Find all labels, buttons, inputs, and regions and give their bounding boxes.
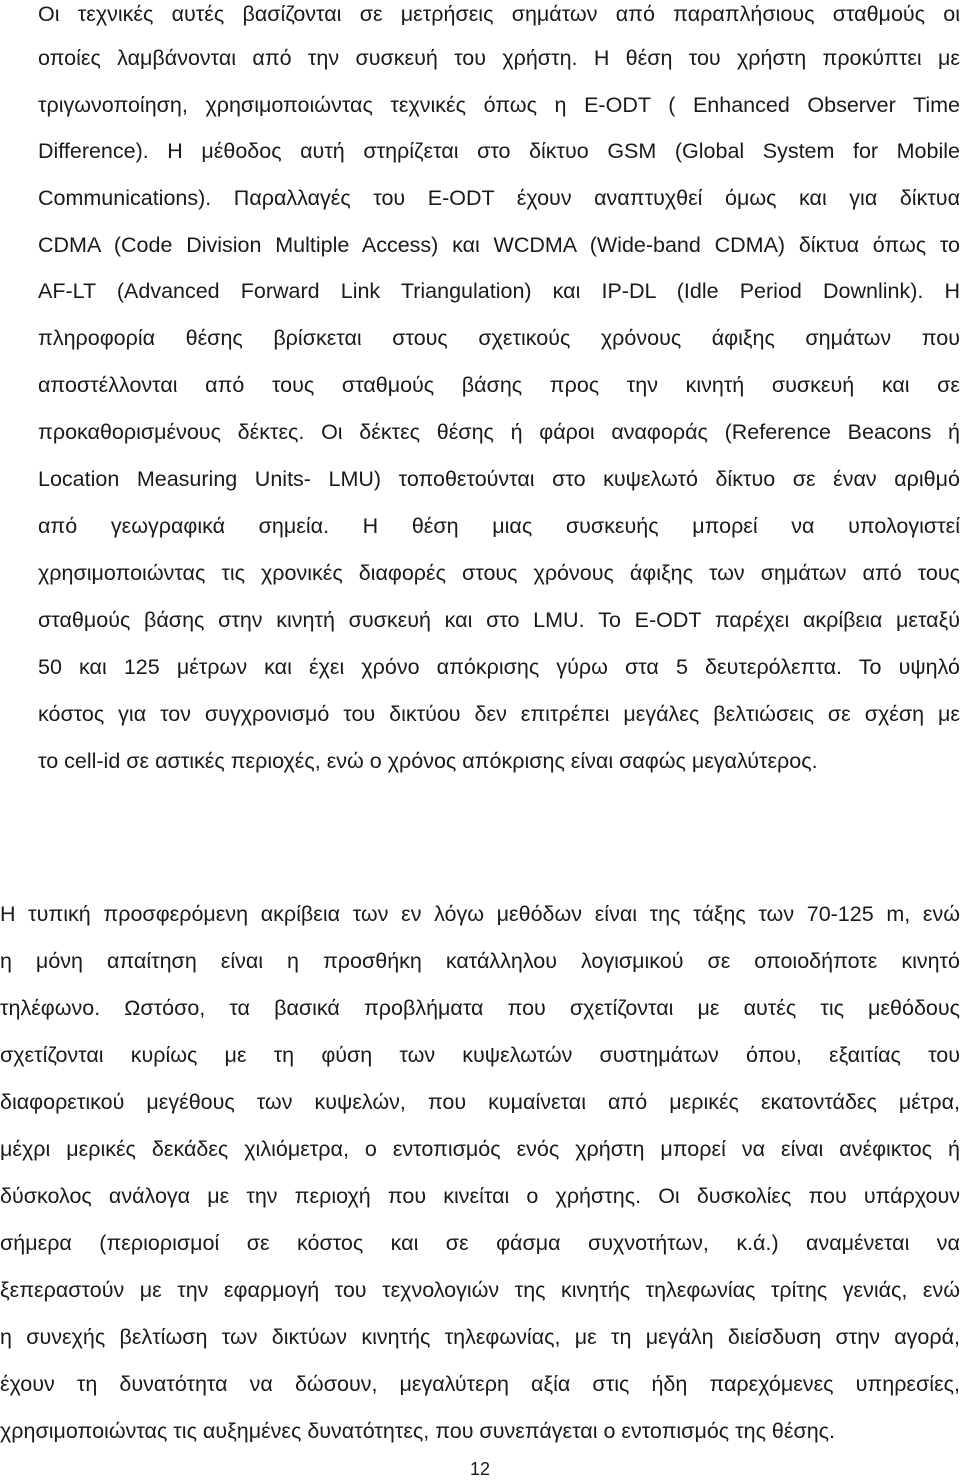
paragraph-line: κόστος για τον συγχρονισμό του δικτύου δεν επιτρέπει μεγάλες βελτιώσεις σε σχέση με (38, 702, 960, 726)
paragraph-line: χρησιμοποιώντας τις αυξημένες δυνατότητες, που συνεπάγεται ο εντοπισμός της θέσης. (0, 1419, 836, 1443)
paragraph-line: η συνεχής βελτίωση των δικτύων κινητής τηλεφωνίας, με τη μεγάλη διείσδυση στην αγορά, (0, 1325, 960, 1349)
paragraph-line: σταθμούς βάσης στην κινητή συσκευή και στο LMU. Το E-ODT παρέχει ακρίβεια μεταξύ (38, 608, 960, 632)
paragraph-line: Location Measuring Units- LMU) τοποθετούνται στο κυψελωτό δίκτυο σε έναν αριθμό (38, 467, 960, 491)
paragraph-line: πληροφορία θέσης βρίσκεται στους σχετικούς χρόνους άφιξης σημάτων που (38, 326, 960, 350)
paragraph-line: Οι τεχνικές αυτές βασίζονται σε μετρήσεις σημάτων από παραπλήσιους σταθμούς οι (38, 2, 960, 26)
paragraph-line: χρησιμοποιώντας τις χρονικές διαφορές στους χρόνους άφιξης των σημάτων από τους (38, 561, 960, 585)
paragraph-line: προκαθορισμένους δέκτες. Οι δέκτες θέσης ή φάροι αναφοράς (Reference Beacons ή (38, 420, 960, 444)
page-number: 12 (469, 1459, 491, 1479)
paragraph-line: τριγωνοποίηση, χρησιμοποιώντας τεχνικές όπως η E-ODT ( Enhanced Observer Time (38, 93, 960, 117)
paragraph-line: οποίες λαμβάνονται από την συσκευή του χρήστη. Η θέση του χρήστη προκύπτει με (38, 46, 960, 70)
paragraph-line: 50 και 125 μέτρων και έχει χρόνο απόκρισης γύρω στα 5 δευτερόλεπτα. Το υψηλό (38, 655, 960, 679)
paragraph-line: μέχρι μερικές δεκάδες χιλιόμετρα, ο εντοπισμός ενός χρήστη μπορεί να είναι ανέφικτος ή (0, 1137, 960, 1161)
paragraph-line: σχετίζονται κυρίως με τη φύση των κυψελωτών συστημάτων όπου, εξαιτίας του (0, 1043, 960, 1067)
paragraph-line: το cell-id σε αστικές περιοχές, ενώ ο χρόνος απόκρισης είναι σαφώς μεγαλύτερος. (38, 749, 818, 773)
paragraph-line: η μόνη απαίτηση είναι η προσθήκη κατάλληλου λογισμικού σε οποιοδήποτε κινητό (0, 949, 960, 973)
paragraph-line: τηλέφωνο. Ωστόσο, τα βασικά προβλήματα που σχετίζονται με αυτές τις μεθόδους (0, 996, 960, 1020)
paragraph-line: ξεπεραστούν με την εφαρμογή του τεχνολογιών της κινητής τηλεφωνίας τρίτης γενιάς, ενώ (0, 1278, 960, 1302)
paragraph-line: διαφορετικού μεγέθους των κυψελών, που κυμαίνεται από μερικές εκατοντάδες μέτρα, (0, 1090, 960, 1114)
paragraph-line: Difference). Η μέθοδος αυτή στηρίζεται στο δίκτυο GSM (Global System for Mobile (38, 139, 960, 163)
paragraph-line: Communications). Παραλλαγές του E-ODT έχουν αναπτυχθεί όμως και για δίκτυα (38, 186, 960, 210)
paragraph-line: αποστέλλονται από τους σταθμούς βάσης προς την κινητή συσκευή και σε (38, 373, 960, 397)
paragraph-line: Η τυπική προσφερόμενη ακρίβεια των εν λόγω μεθόδων είναι της τάξης των 70-125 m, ενώ (0, 902, 960, 926)
paragraph-line: CDMA (Code Division Multiple Access) και WCDMA (Wide-band CDMA) δίκτυα όπως το (38, 233, 960, 257)
paragraph-line: AF-LT (Advanced Forward Link Triangulation) και IP-DL (Idle Period Downlink). Η (38, 279, 960, 303)
paragraph-line: δύσκολος ανάλογα με την περιοχή που κινείται ο χρήστης. Οι δυσκολίες που υπάρχουν (0, 1184, 960, 1208)
paragraph-line: σήμερα (περιορισμοί σε κόστος και σε φάσμα συχνοτήτων, κ.ά.) αναμένεται να (0, 1231, 960, 1255)
paragraph-line: έχουν τη δυνατότητα να δώσουν, μεγαλύτερη αξία στις ήδη παρεχόμενες υπηρεσίες, (0, 1372, 960, 1396)
paragraph-line: από γεωγραφικά σημεία. Η θέση μιας συσκευής μπορεί να υπολογιστεί (38, 514, 960, 538)
